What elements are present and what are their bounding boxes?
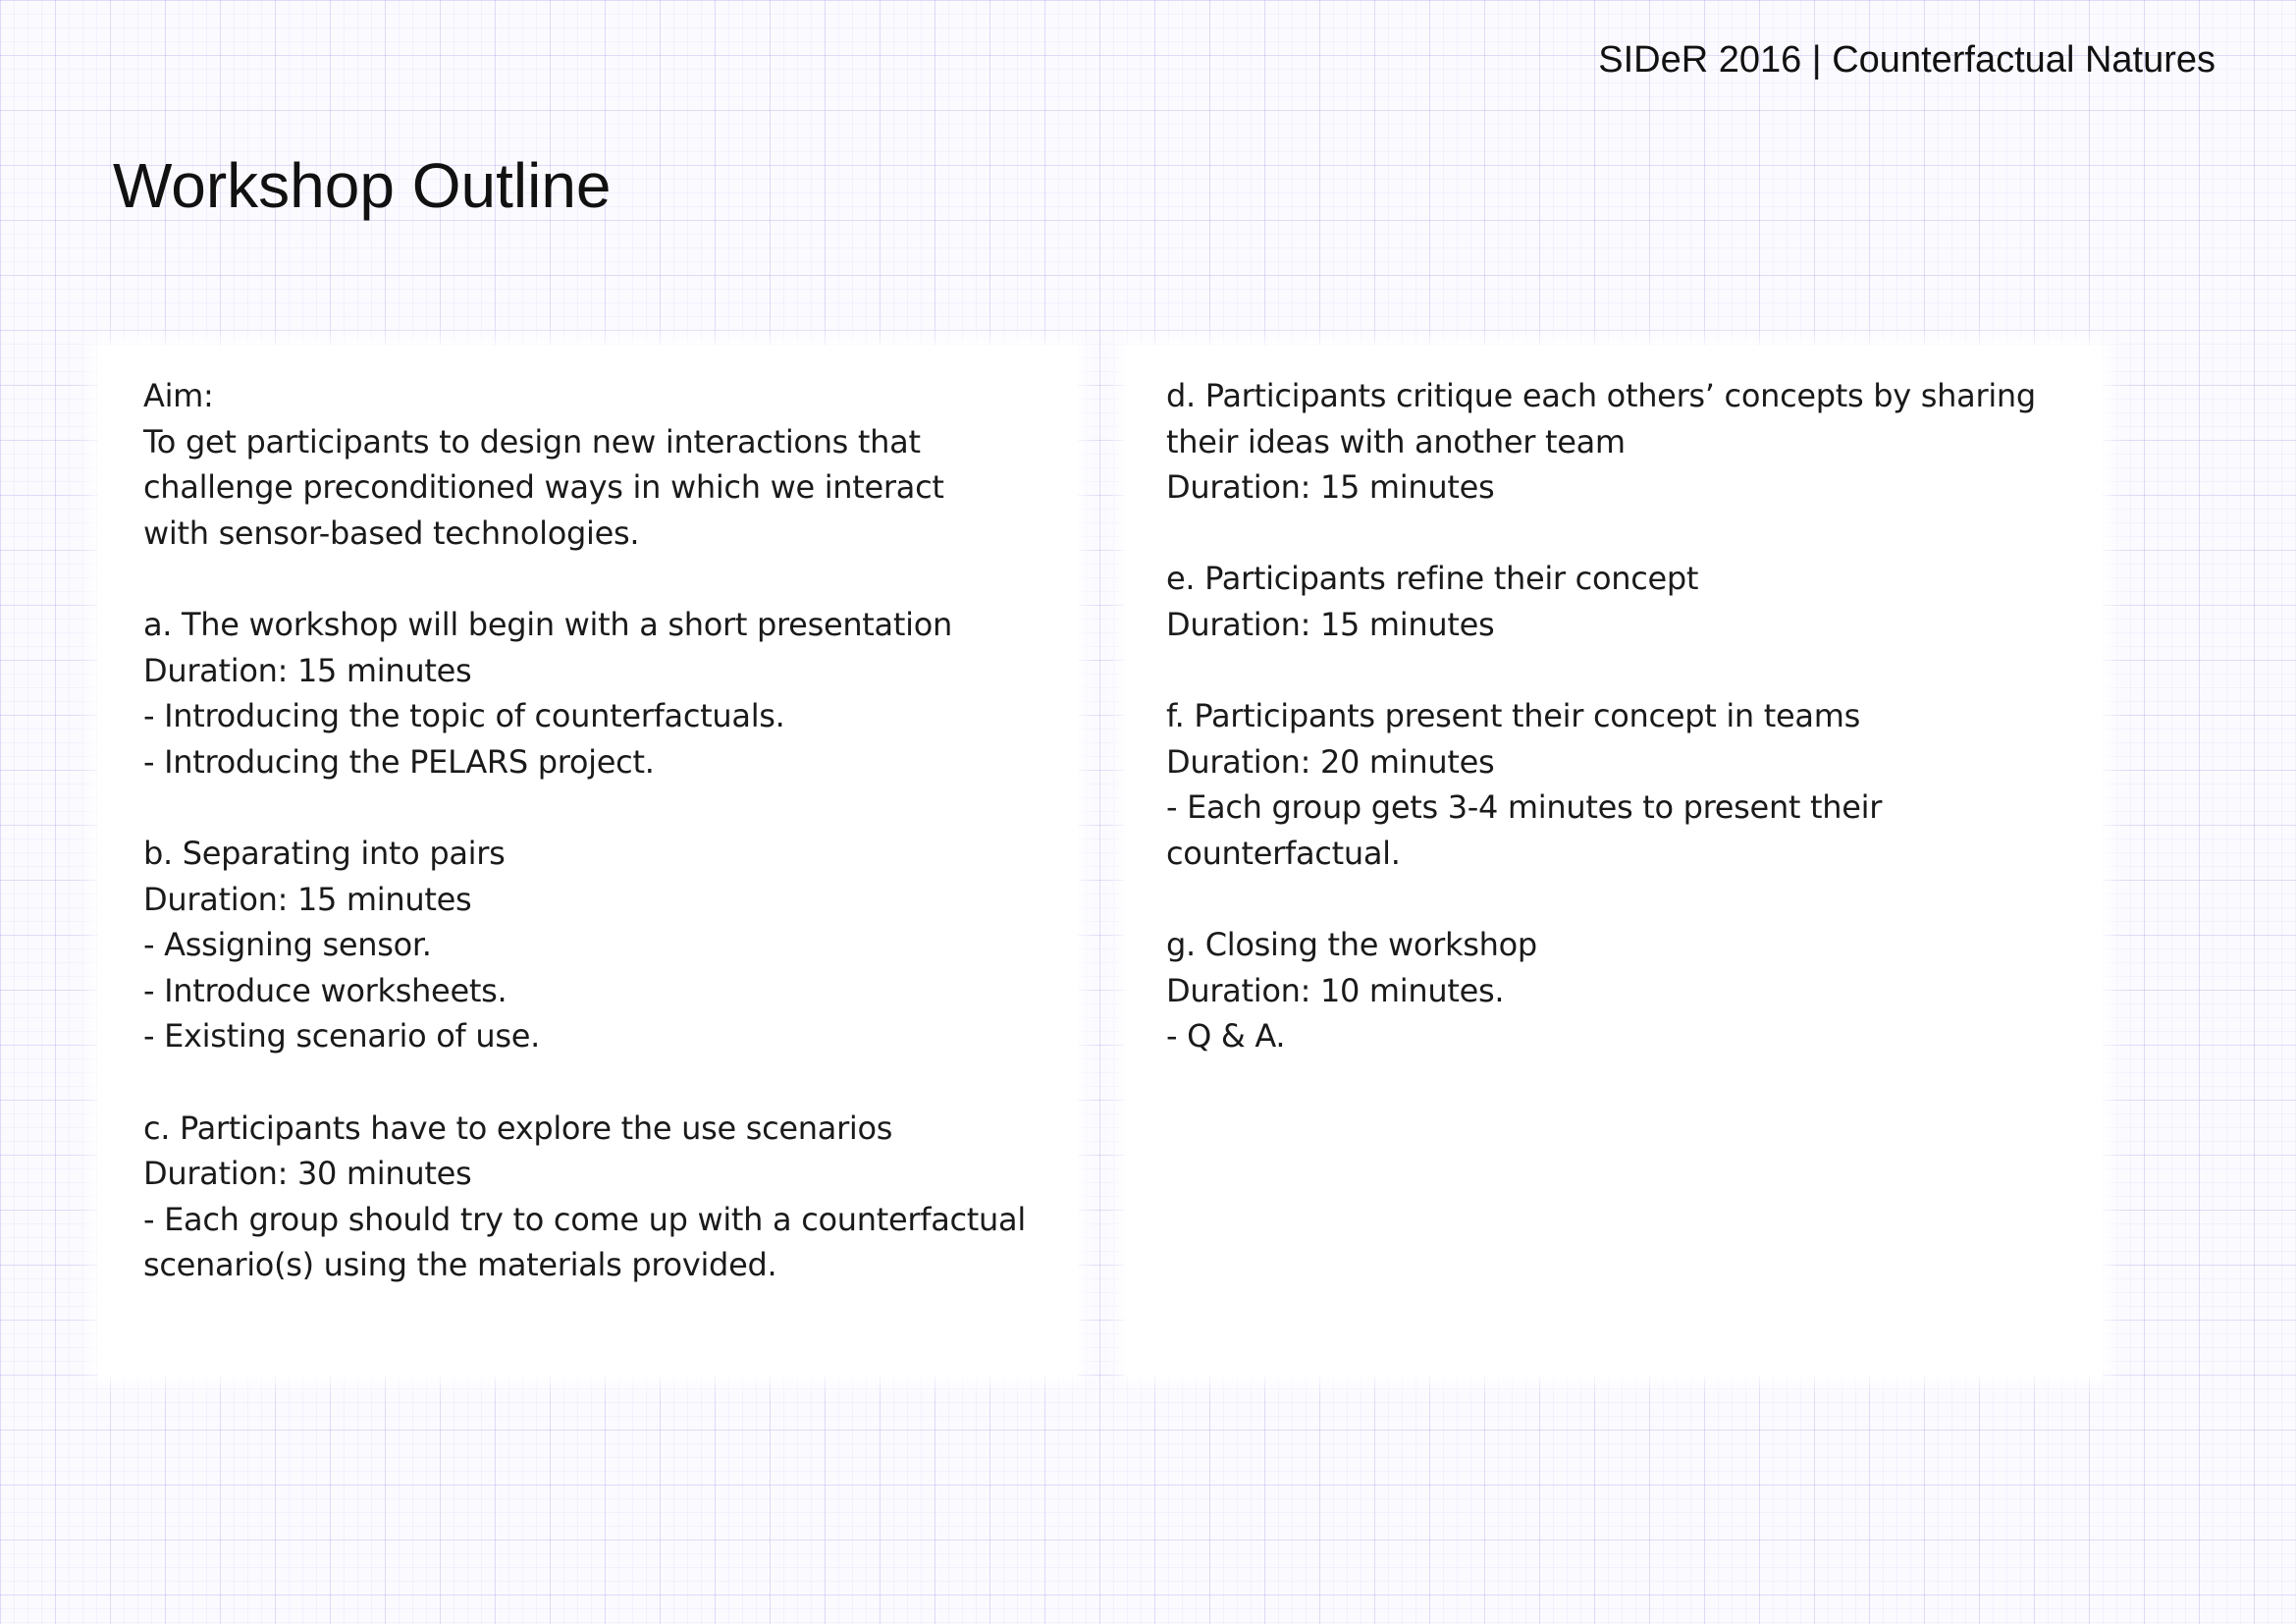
step-heading: g. Closing the workshop [1166, 926, 1537, 964]
step-c-section [143, 1106, 1033, 1288]
step-heading: c. Participants have to explore the use scenarios [143, 1109, 893, 1147]
aim-section [143, 373, 1033, 556]
step-bullet: scenario(s) using the materials provided. [143, 1246, 777, 1284]
aim-line: with sensor-based technologies. [143, 514, 640, 552]
step-bullet: - Introduce worksheets. [143, 971, 507, 1009]
aim-line: To get participants to design new interactions that [143, 422, 921, 460]
step-d-section [1166, 373, 2061, 511]
step-g-section [1166, 922, 2061, 1059]
step-bullet: - Introducing the PELARS project. [143, 742, 655, 781]
step-heading-continued: their ideas with another team [1166, 422, 1626, 460]
step-bullet: - Each group gets 3-4 minutes to present their [1166, 788, 1883, 827]
step-heading: b. Separating into pairs [143, 834, 506, 872]
aim-line: challenge preconditioned ways in which we interact [143, 468, 944, 507]
right-column-text [1166, 373, 2061, 1059]
step-a-section [143, 602, 1033, 785]
step-duration: Duration: 10 minutes. [1166, 971, 1505, 1009]
step-bullet: - Q & A. [1166, 1017, 1286, 1056]
header-label: SIDeR 2016 | Counterfactual Natures [1598, 39, 2216, 81]
step-bullet: counterfactual. [1166, 834, 1401, 872]
step-heading: f. Participants present their concept in teams [1166, 697, 1860, 735]
step-heading: d. Participants critique each others’ concepts by sharing [1166, 377, 2036, 414]
step-bullet: - Each group should try to come up with a counterfactual [143, 1200, 1026, 1238]
step-bullet: - Introducing the topic of counterfactuals. [143, 697, 785, 735]
step-duration: Duration: 15 minutes [143, 880, 472, 918]
step-b-section [143, 831, 1033, 1059]
left-column-text [143, 373, 1033, 1288]
page-title: Workshop Outline [113, 150, 612, 221]
step-duration: Duration: 30 minutes [143, 1155, 472, 1193]
step-e-section [1166, 556, 2061, 647]
step-duration: Duration: 20 minutes [1166, 742, 1495, 781]
step-f-section [1166, 693, 2061, 876]
step-bullet: - Existing scenario of use. [143, 1017, 541, 1056]
step-duration: Duration: 15 minutes [143, 651, 472, 689]
step-heading: e. Participants refine their concept [1166, 560, 1699, 598]
aim-label: Aim: [143, 377, 214, 414]
step-duration: Duration: 15 minutes [1166, 468, 1495, 507]
step-bullet: - Assigning sensor. [143, 926, 432, 964]
right-column-panel [1125, 346, 2103, 1377]
step-heading: a. The workshop will begin with a short presentation [143, 605, 952, 643]
step-duration: Duration: 15 minutes [1166, 605, 1495, 643]
left-column-panel [98, 346, 1078, 1377]
